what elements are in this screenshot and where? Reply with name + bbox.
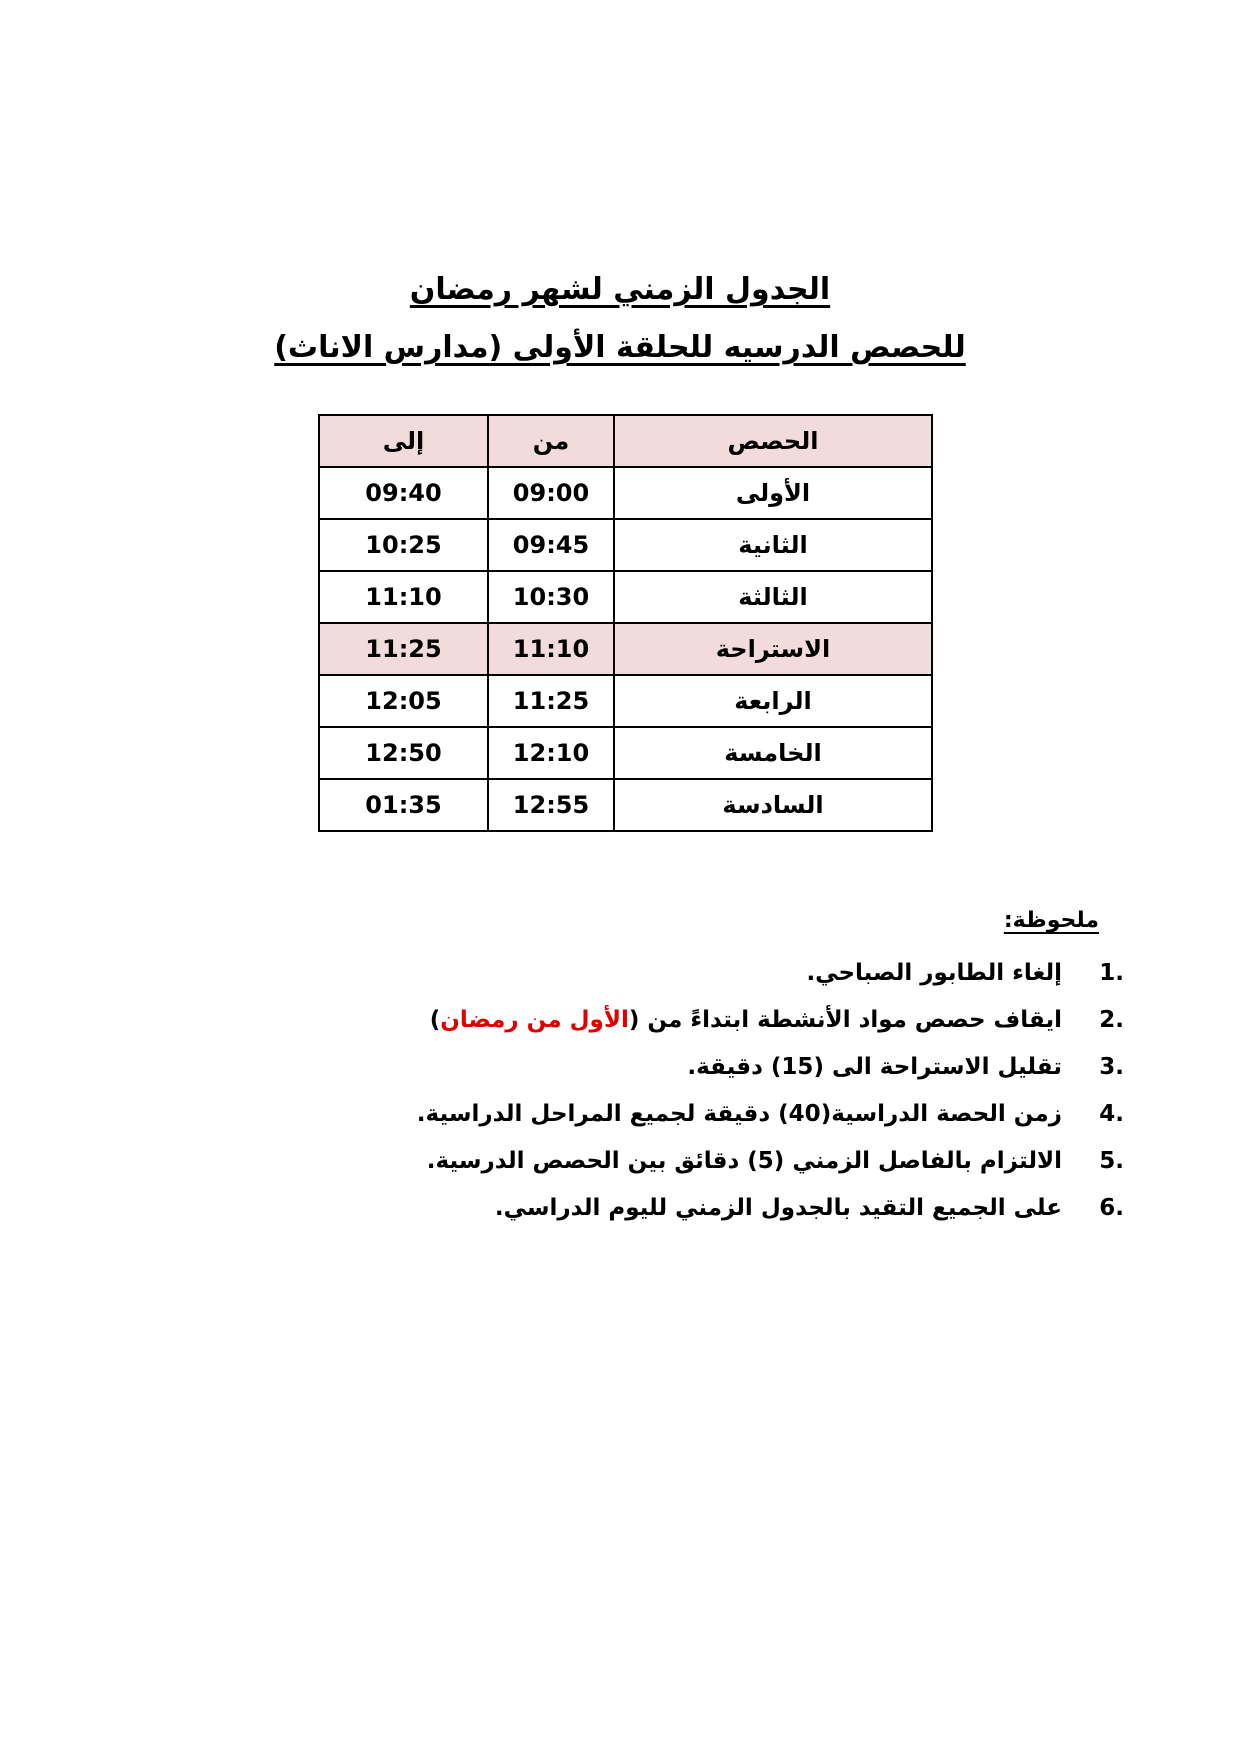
table-row	[319, 519, 932, 571]
cell-to: 09:40	[319, 467, 488, 519]
table-row	[319, 467, 932, 519]
note-item	[416, 1091, 1124, 1138]
note-highlight: الأول من رمضان	[440, 1007, 629, 1033]
note-text: ايقاف حصص مواد الأنشطة ابتداءً من (	[628, 1007, 1062, 1033]
note-text-after: )	[429, 1007, 441, 1033]
note-item	[417, 997, 1124, 1044]
note-text: على الجميع التقيد بالجدول الزمني لليوم الدراسي.	[494, 1195, 1062, 1221]
table-header-row	[319, 415, 932, 467]
cell-period: الاستراحة	[614, 623, 932, 675]
cell-period: الخامسة	[614, 727, 932, 779]
cell-from: 09:00	[488, 467, 614, 519]
notes-heading: ملحوظة:	[1003, 908, 1099, 933]
cell-from: 12:10	[488, 727, 614, 779]
cell-period: الرابعة	[614, 675, 932, 727]
note-number: 1.	[1099, 960, 1124, 986]
subtitle-text: للحصص الدرسيه للحلقة الأولى (مدارس الاناث)	[274, 330, 966, 365]
cell-period: الأولى	[614, 467, 932, 519]
cell-to: 12:50	[319, 727, 488, 779]
note-item	[417, 950, 1124, 997]
note-number: 5.	[1099, 1148, 1124, 1174]
cell-to: 11:25	[319, 623, 488, 675]
table-row	[319, 727, 932, 779]
cell-period: الثالثة	[614, 571, 932, 623]
cell-from: 12:55	[488, 779, 614, 831]
note-number: 2.	[1099, 1007, 1124, 1033]
notes-list	[416, 950, 1124, 1232]
schedule-table	[318, 414, 933, 832]
note-item	[417, 1138, 1124, 1185]
header-from: من	[488, 415, 614, 467]
cell-to: 01:35	[319, 779, 488, 831]
cell-from: 10:30	[488, 571, 614, 623]
cell-to: 12:05	[319, 675, 488, 727]
header-to: إلى	[319, 415, 488, 467]
cell-from: 09:45	[488, 519, 614, 571]
note-item	[417, 1185, 1124, 1232]
cell-from: 11:25	[488, 675, 614, 727]
cell-to: 11:10	[319, 571, 488, 623]
note-number: 4.	[1099, 1101, 1124, 1127]
cell-from: 11:10	[488, 623, 614, 675]
cell-period: السادسة	[614, 779, 932, 831]
note-text: إلغاء الطابور الصباحي.	[806, 960, 1062, 986]
table-row	[319, 623, 932, 675]
header-period: الحصص	[614, 415, 932, 467]
note-number: 6.	[1099, 1195, 1124, 1221]
note-text: تقليل الاستراحة الى (15) دقيقة.	[687, 1054, 1062, 1080]
title-line-1	[0, 272, 1240, 307]
table-row	[319, 779, 932, 831]
note-text: الالتزام بالفاصل الزمني (5) دقائق بين الحصص الدرسية.	[426, 1148, 1062, 1174]
table-row	[319, 675, 932, 727]
table-row	[319, 571, 932, 623]
cell-to: 10:25	[319, 519, 488, 571]
title-line-2	[0, 330, 1240, 365]
title-text: الجدول الزمني لشهر رمضان	[409, 272, 831, 307]
note-item	[417, 1044, 1124, 1091]
cell-period: الثانية	[614, 519, 932, 571]
note-number: 3.	[1099, 1054, 1124, 1080]
note-text: زمن الحصة الدراسية(40) دقيقة لجميع المراحل الدراسية.	[416, 1101, 1062, 1127]
